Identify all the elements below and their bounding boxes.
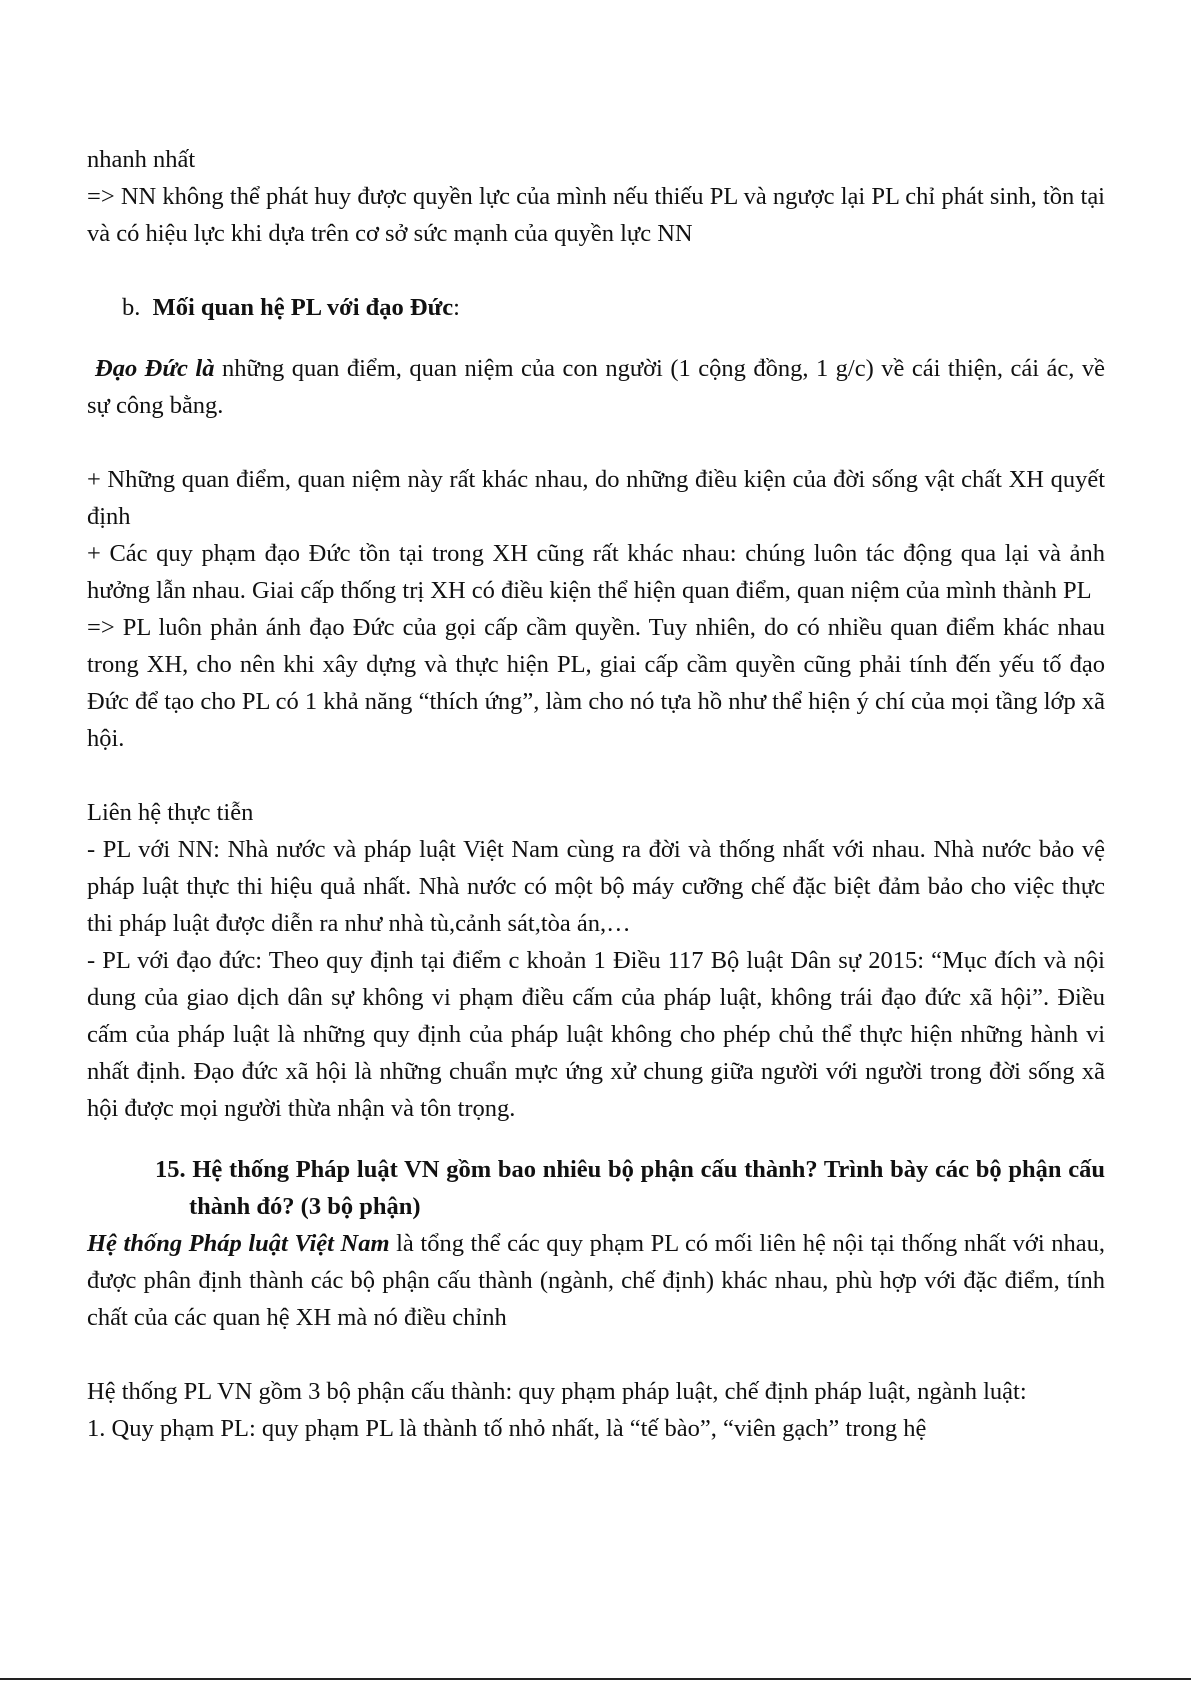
definition-paragraph [87, 350, 1105, 424]
question-15-heading: 15. Hệ thống Pháp luật VN gồm bao nhiêu bộ phận cấu thành? Trình bày các bộ phận cấu thành đó? (3 bộ phận) [155, 1156, 1105, 1220]
paragraph-intro-line: nhanh nhất [87, 146, 196, 173]
question-15-definition [87, 1225, 1105, 1336]
document-page [87, 141, 1105, 1447]
question-15-def-term: Hệ thống Pháp luật Việt Nam [87, 1230, 390, 1257]
question-15-def-text: là tổng thể các quy phạm PL có mối liên hệ nội tại thống nhất với nhau, được phân định thành các bộ phận cấu thành (ngành, chế định) khác nhau, phù hợp với đặc điểm, tính chất của các quan hệ XH mà nó điều chỉnh [87, 1230, 1105, 1331]
point-1: + Những quan điểm, quan niệm này rất khác nhau, do những điều kiện của đời sống vật chất XH quyết định [87, 466, 1105, 530]
section-b-colon: : [453, 294, 460, 321]
question-15-item-1: 1. Quy phạm PL: quy phạm PL là thành tố nhỏ nhất, là “tế bào”, “viên gạch” trong hệ [87, 1415, 927, 1442]
page-bottom-rule [0, 1678, 1191, 1680]
section-b-title: Mối quan hệ PL với đạo Đức [152, 294, 454, 321]
paragraph-intro-conclusion: => NN không thể phát huy được quyền lực của mình nếu thiếu PL và ngược lại PL chỉ phát sinh, tồn tại và có hiệu lực khi dựa trên cơ sở sức mạnh của quyền lực NN [87, 183, 1105, 247]
section-b-label: b. [122, 294, 141, 321]
point-3: => PL luôn phản ánh đạo Đức của gọi cấp cầm quyền. Tuy nhiên, do có nhiều quan điểm khác nhau trong XH, cho nên khi xây dựng và thực hiện PL, giai cấp cầm quyền cũng phải tính đến yếu tố đạo Đức để tạo cho PL có 1 khả năng “thích ứng”, làm cho nó tựa hồ như thể hiện ý chí của mọi tầng lớp xã hội. [87, 614, 1105, 752]
point-2: + Các quy phạm đạo Đức tồn tại trong XH cũng rất khác nhau: chúng luôn tác động qua lại và ảnh hưởng lẫn nhau. Giai cấp thống trị XH có điều kiện thể hiện quan điểm, quan niệm của mình thành PL [87, 540, 1105, 604]
question-15-components: Hệ thống PL VN gồm 3 bộ phận cấu thành: quy phạm pháp luật, chế định pháp luật, ngành luật: [87, 1378, 1027, 1405]
practice-title: Liên hệ thực tiễn [87, 799, 254, 826]
definition-term: Đạo Đức là [95, 355, 215, 382]
practice-item-1: - PL với NN: Nhà nước và pháp luật Việt Nam cùng ra đời và thống nhất với nhau. Nhà nước bảo vệ pháp luật thực thi hiệu quả nhất. Nhà nước có một bộ máy cưỡng chế đặc biệt đảm bảo cho việc thực thi pháp luật được diễn ra như nhà tù,cảnh sát,tòa án,… [87, 836, 1105, 937]
practice-item-2: - PL với đạo đức: Theo quy định tại điểm c khoản 1 Điều 117 Bộ luật Dân sự 2015: “Mục đích và nội dung của giao dịch dân sự không vi phạm điều cấm của pháp luật, không trái đạo đức xã hội”. Điều cấm của pháp luật là những quy định của pháp luật không cho phép chủ thể thực hiện những hành vi nhất định. Đạo đức xã hội là những chuẩn mực ứng xử chung giữa người với người trong đời sống xã hội được mọi người thừa nhận và tôn trọng. [87, 947, 1105, 1122]
section-b-heading [87, 289, 1105, 326]
definition-text: những quan điểm, quan niệm của con người (1 cộng đồng, 1 g/c) về cái thiện, cái ác, về sự công bằng. [87, 355, 1106, 419]
